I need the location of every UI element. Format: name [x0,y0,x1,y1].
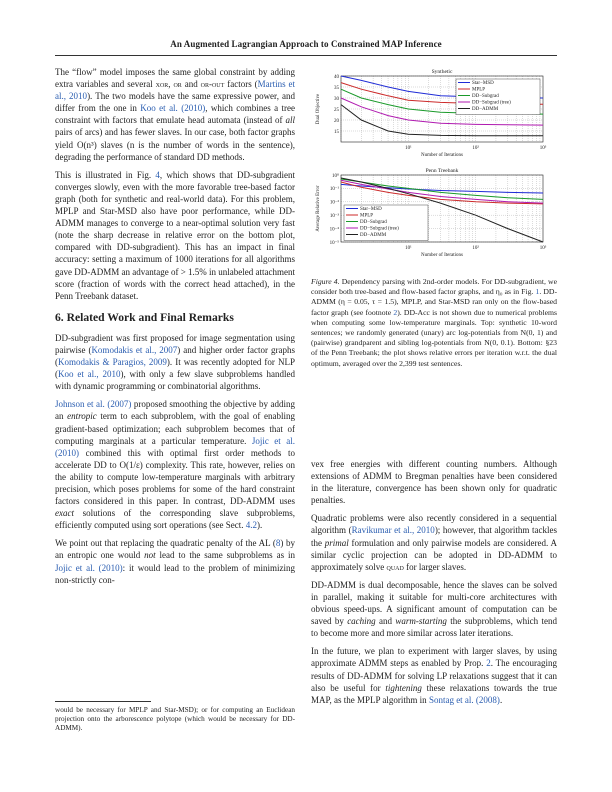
legend-label: DD−ADMM [360,233,387,238]
section-ref-link[interactable]: 4.2 [245,520,258,531]
y-tick-label: 10⁻⁴ [329,227,339,233]
proposition-ref-link[interactable]: 2 [486,658,491,669]
paragraph: In the future, we plan to experiment with larger slaves, by using approximate ADMM steps as enabled by Prop. 2. The encouraging results of DD-ADMM for solving LP relaxations suggest that it can also be useful for tightening these relaxations towards the true MAP, as the MPLP algorithm in Sontag et al. (2008). [311,646,557,705]
legend-label: DD−Subgrad [472,94,499,99]
x-tick-label: 10¹ [405,246,412,251]
legend-label: DD−ADMM [472,107,499,112]
x-axis-label: Number of Iterations [421,253,463,258]
x-tick-label: 10² [472,146,479,151]
citation-link[interactable]: Komodakis & Paragios, 2009 [58,357,167,368]
y-tick-label: 25 [334,107,339,113]
legend-label: DD−Subgrad (tree) [472,100,511,106]
y-tick-label: 10⁻² [329,200,339,206]
chart-title: Penn Treebank [425,168,459,174]
x-axis-label: Number of Iterations [421,153,463,158]
citation-link[interactable]: Koo et al. (2010) [140,103,206,114]
legend-label: DD−Subgrad (tree) [360,226,399,232]
citation-link[interactable]: Koo et al., 2010 [58,369,121,380]
figure-ref-link[interactable]: 1 [535,287,540,297]
header-rule [55,55,557,56]
x-tick-label: 10³ [539,146,547,151]
citation-link[interactable]: Jojic et al. (2010) [55,435,295,458]
y-tick-label: 30 [334,96,339,102]
section-title: 6. Related Work and Final Remarks [55,310,234,324]
y-tick-label: 10⁻⁵ [329,240,339,246]
chart-penn-treebank [316,168,547,258]
figure-4 [311,62,557,272]
y-tick-label: 10⁻¹ [329,187,339,193]
paragraph: Johnson et al. (2007) proposed smoothing the objective by adding an entropic term to each subproblem, with the goal of enabling gradient-based optimization; each subproblem becomes that of computing marginals at a particular temperature. Jojic et al. (2010) combined this with optimal first order methods to accelerate DD to O(1/ε) complexity. This rate, however, relies on the ability to compute low-temperature marginals with arbitrary precision, which poses problems for some of the hard constraint factors considered in this paper. In contrast, DD-ADMM uses exact solutions of the corresponding slave subproblems, efficiently computed using sort operations (see Sect. 4.2). [55,399,295,531]
paragraph: Quadratic problems were also recently considered in a sequential algorithm (Ravikumar et al., 2010); however, that algorithm tackles the primal formulation and only pairwise models are considered. A similar cyclic projection can be adopted in DD-ADMM to approximately solve quad for larger slaves. [311,513,557,572]
figure-label: Figure 4. [311,277,340,286]
chart-title: Synthetic [431,69,453,75]
x-tick-label: 10² [472,246,479,251]
figure-ref-link[interactable]: 4 [155,169,160,180]
footnote-rule [55,701,151,702]
citation-link[interactable]: Sontag et al. (2008) [428,694,500,705]
x-tick-label: 10³ [539,246,547,251]
paragraph: The “flow” model imposes the same global constraint by adding extra variables and several xor, or and or-out factors (Martins et al., 2010). The two models have the same expressive power, and differ from the one in Koo et al. (2010), which combines a tree constraint with factors that emulate head automata (instead of all pairs of arcs) and has fewer slaves. In our case, both factor graphs yield O(n³) slaves (n is the number of words in the sentence), degrading the performance of standard DD methods. [55,67,296,162]
footnote-ref-link[interactable]: 2 [393,307,398,317]
citation-link[interactable]: Komodakis et al., 2007 [91,344,178,355]
legend-label: Star−MSD [472,81,494,86]
y-tick-label: 35 [334,85,339,91]
paragraph: DD-ADMM is dual decomposable, hence the slaves can be solved in parallel, making it suitable for multi-core architectures with obvious speed-ups. A significant amount of computation can be saved by caching and warm-starting the subproblems, which tend to become more and more similar across later iterations. [311,579,557,639]
y-axis-label: Average Relative Error [316,185,321,232]
legend-label: MPLP [360,213,374,219]
y-tick-label: 10⁰ [331,173,339,179]
x-tick-label: 10¹ [405,146,412,151]
right-column [311,458,557,712]
paragraph: This is illustrated in Fig. 4, which shows that DD-subgradient converges slowly, even with the more favorable tree-based factor graph (both for synthetic and real-world data). For this problem, MPLP and Star-MSD also have poor performance, while DD-ADMM manages to converge to a near-optimal solution very fast (note the sharp decrease in relative error on the bottom plot, compared with DD-subgradient). This has an impact in final accuracy: setting a maximum of 1000 iterations for all algorithms gave DD-ADMM an advantage of > 1.5% in unlabeled attachment score (fraction of words with the correct head attached), in the Penn Treebank dataset. [55,169,295,301]
citation-link[interactable]: Martins et al., 2010 [55,79,296,102]
citation-link[interactable]: Jojic et al. (2010) [55,562,123,573]
paragraph: We point out that replacing the quadratic penalty of the AL (8) by an entropic one would not lead to the same subproblems as in Jojic et al. (2010): it would lead to the problem of minimizing non-strictly con- [55,538,296,585]
citation-link[interactable]: Ravikumar et al., 2010 [351,525,435,536]
legend-label: Star−MSD [360,207,382,212]
paragraph: vex free energies with different counting numbers. Although extensions of ADMM to Bregman penalties have been considered in the literature, convergence has been shown only for quadratic penalties. [311,459,557,506]
equation-ref-link[interactable]: 8 [275,538,281,549]
left-column [55,66,295,592]
chart-synthetic [316,69,547,158]
y-tick-label: 15 [334,129,339,135]
figure-caption: Figure 4. Dependency parsing with 2nd-order models. For DD-subgradient, we consider both tree-based and flow-based factor graphs, and η₀ as in Fig. 1. DD-ADMM (η = 0.05, τ = 1.5), MPLP, and Star-MSD ran only on the flow-based factor graph (see footnote 2). DD-Acc is not shown due to numerical problems when computing some low-temperature marginals. Top: synthetic 10-word sentences; we randomly generated (unary) arc log-potentials from N(0, 1) and (pairwise) grandparent and sibling log-potentials from N(0, 0.1). Bottom: §23 of the Penn Treebank; the plot shows relative errors per iteration w.r.t. the dual optimum, averaged over the 2,399 test sentences. [311,277,557,368]
running-header: An Augmented Lagrangian Approach to Constrained MAP Inference [170,39,442,49]
footnote: would be necessary for MPLP and Star-MSD); or for computing an Euclidean projection onto the arborescence polytope (which would be necessary for DD-ADMM). [55,706,295,733]
y-tick-label: 10⁻³ [329,214,339,219]
y-tick-label: 20 [334,118,339,124]
y-axis-label: Dual Objective [316,93,321,125]
paragraph: DD-subgradient was first proposed for image segmentation using pairwise (Komodakis et al., 2007) and higher order factor graphs (Komodakis & Paragios, 2009). It was recently adopted for NLP (Koo et al., 2010), with only a few slave subproblems handled with dynamic programming or combinatorial algorithms. [55,332,295,392]
y-tick-label: 40 [334,74,339,80]
legend-label: MPLP [472,87,486,93]
citation-link[interactable]: Johnson et al. (2007) [55,399,132,410]
legend-label: DD−Subgrad [360,220,387,225]
